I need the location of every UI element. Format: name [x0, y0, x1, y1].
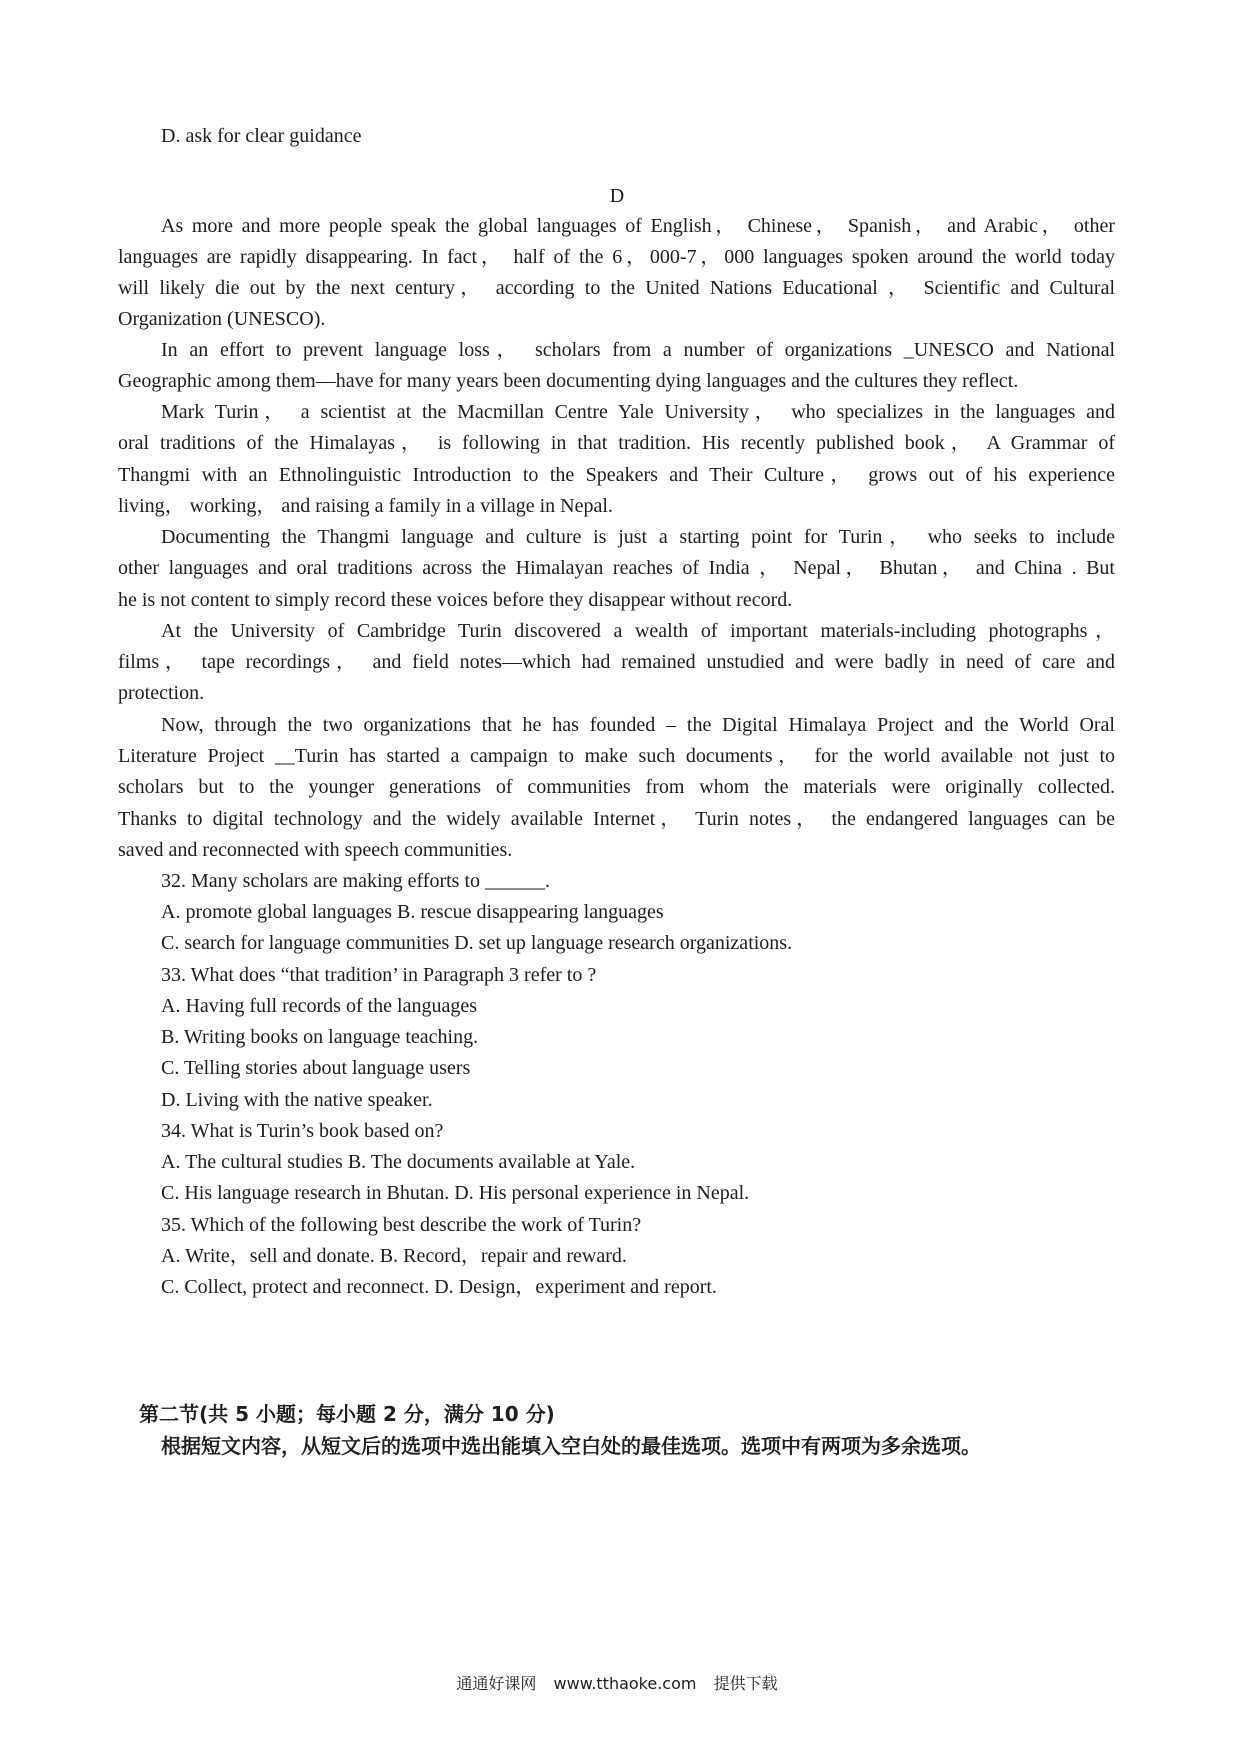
passage-line: At the University of Cambridge Turin discovered a wealth of important materials-including photographs， — [161, 620, 1115, 642]
passage-line: Documenting the Thangmi language and culture is just a starting point for Turin， who seeks to include — [161, 526, 1115, 548]
top-option: D. ask for clear guidance — [161, 125, 362, 147]
question-option: C. His language research in Bhutan. D. His personal experience in Nepal. — [161, 1182, 750, 1204]
section-title: 第二节(共 5 小题；每小题 2 分，满分 10 分) — [139, 1402, 555, 1426]
question-option: A. The cultural studies B. The documents available at Yale. — [161, 1151, 636, 1173]
passage-line: Now, through the two organizations that he has founded – the Digital Himalaya Project and the World Oral — [161, 714, 1115, 736]
passage-line: Literature Project __Turin has started a campaign to make such documents， for the world available not just to — [118, 745, 1115, 767]
question-35: 35. Which of the following best describe the work of Turin? — [161, 1214, 642, 1236]
passage-line: Mark Turin， a scientist at the Macmillan Centre Yale University， who specializes in the languages and — [161, 401, 1115, 423]
footer — [0, 1672, 1234, 1696]
question-option: C. Telling stories about language users — [161, 1057, 471, 1079]
footer-url: www.tthaoke.com — [553, 1674, 697, 1693]
passage-line: living， working， and raising a family in a village in Nepal. — [118, 495, 613, 517]
question-option: D. Living with the native speaker. — [161, 1089, 433, 1111]
passage-line: Organization (UNESCO). — [118, 308, 326, 330]
question-option: A. Write，sell and donate. B. Record，repair and reward. — [161, 1245, 627, 1267]
passage-line: saved and reconnected with speech communities. — [118, 839, 513, 861]
passage-line: Thangmi with an Ethnolinguistic Introduction to the Speakers and Their Culture， grows out of his experience — [118, 464, 1115, 486]
question-option: C. Collect, protect and reconnect. D. Design，experiment and report. — [161, 1276, 717, 1298]
passage-label: D — [609, 185, 625, 207]
question-32: 32. Many scholars are making efforts to ______. — [161, 870, 550, 892]
passage-line: languages are rapidly disappearing. In fact， half of the 6，000-7，000 languages spoken around the world today — [118, 246, 1115, 268]
footer-note: 提供下载 — [713, 1674, 778, 1693]
passage-line: oral traditions of the Himalayas， is following in that tradition. His recently published book， A Grammar of — [118, 432, 1115, 454]
passage-line: will likely die out by the next century， according to the United Nations Educational ， Scientific and Cultural — [118, 277, 1115, 299]
question-option: C. search for language communities D. set up language research organizations. — [161, 932, 793, 954]
passage-line: In an effort to prevent language loss， scholars from a number of organizations _UNESCO and National — [161, 339, 1115, 361]
passage-line: scholars but to the younger generations of communities from whom the materials were originally collected. — [118, 776, 1115, 798]
question-option: A. promote global languages B. rescue disappearing languages — [161, 901, 664, 923]
footer-site-name: 通通好课网 — [456, 1674, 537, 1693]
section-instruction: 根据短文内容，从短文后的选项中选出能填入空白处的最佳选项。选项中有两项为多余选项。 — [161, 1434, 981, 1458]
question-option: A. Having full records of the languages — [161, 995, 478, 1017]
passage-line: other languages and oral traditions across the Himalayan reaches of India ， Nepal， Bhutan， and China . But — [118, 557, 1115, 579]
passage-line: protection. — [118, 682, 205, 704]
passage-line: Thanks to digital technology and the widely available Internet， Turin notes， the endangered languages can be — [118, 808, 1115, 830]
passage-line: Geographic among them—have for many years been documenting dying languages and the cultures they reflect. — [118, 370, 1019, 392]
question-option: B. Writing books on language teaching. — [161, 1026, 479, 1048]
passage-line: films， tape recordings， and field notes—which had remained unstudied and were badly in need of care and — [118, 651, 1115, 673]
question-33: 33. What does “that tradition’ in Paragraph 3 refer to ? — [161, 964, 597, 986]
passage-line: he is not content to simply record these voices before they disappear without record. — [118, 589, 793, 611]
passage-line: As more and more people speak the global languages of English， Chinese， Spanish， and Arabic， other — [161, 215, 1115, 237]
question-34: 34. What is Turin’s book based on? — [161, 1120, 444, 1142]
